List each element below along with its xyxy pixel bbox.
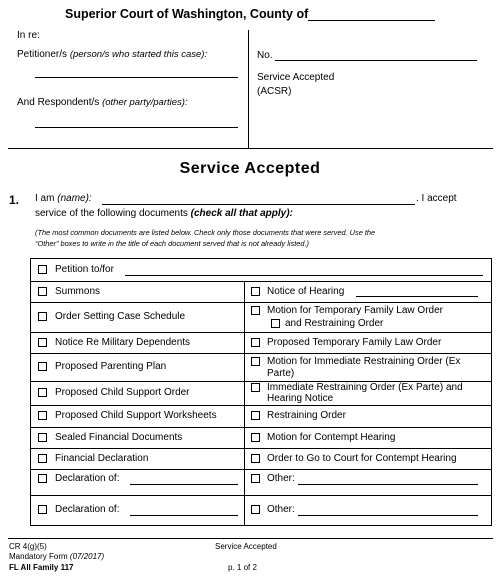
financial-declaration-label: Financial Declaration [55, 453, 149, 464]
declaration-1-checkbox[interactable] [38, 474, 47, 483]
petitioner-name-field[interactable] [35, 77, 238, 78]
summons-checkbox[interactable] [38, 287, 47, 296]
footer-rule-text: CR 4(g)(5) [9, 542, 47, 551]
worksheets-checkbox[interactable] [38, 411, 47, 420]
immediate-order-checkbox[interactable] [251, 383, 260, 392]
worksheets-label: Proposed Child Support Worksheets [55, 410, 217, 421]
respondent-name-field[interactable] [35, 127, 238, 128]
child-support-order-label: Proposed Child Support Order [55, 387, 190, 398]
footer-form-status: Mandatory Form [9, 552, 68, 561]
row-rule-6 [30, 405, 492, 406]
respondent-label-group [17, 97, 188, 108]
proposed-temp-order-checkbox[interactable] [251, 338, 260, 347]
other-2-label: Other: [267, 504, 295, 515]
motion-immediate-checkbox[interactable] [251, 357, 260, 366]
immediate-order-label: Immediate Restraining Order (Ex Parte) and [267, 382, 463, 393]
row-rule-4 [30, 353, 492, 354]
section-number: 1. [9, 193, 20, 207]
other-1-checkbox[interactable] [251, 474, 260, 483]
header-divider [248, 30, 249, 148]
petition-checkbox[interactable] [38, 265, 47, 274]
checklist-column-divider [244, 281, 245, 526]
case-schedule-checkbox[interactable] [38, 312, 47, 321]
row-rule-8 [30, 448, 492, 449]
proposed-temp-order-label: Proposed Temporary Family Law Order [267, 337, 442, 348]
financial-declaration-checkbox[interactable] [38, 454, 47, 463]
i-accept-text: . I accept [416, 193, 457, 204]
other-2-checkbox[interactable] [251, 505, 260, 514]
case-number-field[interactable] [275, 60, 477, 61]
row-rule-10 [30, 495, 492, 496]
footer-form-status-group [9, 552, 104, 561]
restraining-addon-label: and Restraining Order [285, 318, 384, 329]
petitioner-note: (person/s who started this case): [69, 49, 208, 60]
declaration-2-checkbox[interactable] [38, 505, 47, 514]
notice-hearing-label: Notice of Hearing [267, 286, 345, 297]
i-am-label-group [35, 193, 92, 204]
declarant-name-field[interactable] [102, 204, 415, 205]
footer-form-date: (07/2017) [69, 552, 105, 561]
contempt-motion-checkbox[interactable] [251, 433, 260, 442]
row-rule-3 [30, 332, 492, 333]
case-no-label: No. [257, 50, 273, 61]
declaration-2-field[interactable] [130, 515, 238, 516]
military-label: Notice Re Military Dependents [55, 337, 191, 348]
declaration-1-field[interactable] [130, 484, 238, 485]
row-rule-2 [30, 302, 492, 303]
header-bottom-rule [8, 148, 493, 149]
petition-label: Petition to/for [55, 264, 114, 275]
motion-temp-order-label: Motion for Temporary Family Law Order [267, 305, 443, 316]
other-1-label: Other: [267, 473, 295, 484]
service-text: service of the following documents [35, 208, 188, 219]
instruction-note-1: (The most common documents are listed below. Check only those documents that were served. Use the [35, 228, 376, 237]
notice-hearing-checkbox[interactable] [251, 287, 260, 296]
restraining-addon-checkbox[interactable] [271, 319, 280, 328]
page-title: Service Accepted [179, 160, 321, 177]
court-title: Superior Court of Washington, County of [65, 7, 309, 21]
row-rule-7 [30, 427, 492, 428]
petitioner-label: Petitioner/s [17, 49, 68, 60]
motion-temp-order-checkbox[interactable] [251, 306, 260, 315]
county-field[interactable] [308, 20, 435, 21]
footer-page: p. 1 of 2 [228, 563, 257, 572]
i-am-prefix: I am [35, 193, 55, 204]
case-schedule-label: Order Setting Case Schedule [55, 311, 186, 322]
section-line2 [35, 208, 293, 219]
notice-hearing-field[interactable] [356, 296, 478, 297]
parenting-plan-label: Proposed Parenting Plan [55, 361, 167, 372]
motion-immediate-label: Motion for Immediate Restraining Order (Ex [267, 356, 461, 367]
respondent-label: And Respondent/s [17, 97, 100, 108]
restraining-order-checkbox[interactable] [251, 411, 260, 420]
summons-label: Summons [55, 286, 101, 297]
contempt-motion-label: Motion for Contempt Hearing [267, 432, 396, 443]
row-rule-9 [30, 469, 492, 470]
declaration-2-label: Declaration of: [55, 504, 120, 515]
other-1-field[interactable] [298, 484, 478, 485]
other-2-field[interactable] [298, 515, 478, 516]
immediate-order-label-2: Hearing Notice [267, 393, 334, 404]
name-label: (name): [57, 193, 92, 204]
contempt-order-label: Order to Go to Court for Contempt Hearing [267, 453, 457, 464]
child-support-order-checkbox[interactable] [38, 388, 47, 397]
petition-field[interactable] [125, 275, 483, 276]
contempt-order-checkbox[interactable] [251, 454, 260, 463]
doc-type-line1: Service Accepted [257, 72, 335, 83]
motion-immediate-label-2: Parte) [267, 368, 295, 379]
footer-form-id: FL All Family 117 [9, 563, 74, 572]
in-re-label: In re: [17, 30, 40, 41]
restraining-order-label: Restraining Order [267, 410, 346, 421]
declaration-1-label: Declaration of: [55, 473, 120, 484]
military-checkbox[interactable] [38, 338, 47, 347]
instruction-note-2: “Other” boxes to write in the title of each document served that is not already listed.) [35, 239, 309, 248]
doc-type-line2: (ACSR) [257, 86, 292, 97]
footer-center-title: Service Accepted [215, 542, 277, 551]
respondent-note: (other party/parties): [102, 97, 188, 108]
check-all-text: (check all that apply): [190, 208, 293, 219]
parenting-plan-checkbox[interactable] [38, 362, 47, 371]
sealed-financial-checkbox[interactable] [38, 433, 47, 442]
footer-rule [8, 538, 493, 539]
sealed-financial-label: Sealed Financial Documents [55, 432, 183, 443]
petitioner-label-group [17, 49, 207, 60]
row-rule-1 [30, 281, 492, 282]
